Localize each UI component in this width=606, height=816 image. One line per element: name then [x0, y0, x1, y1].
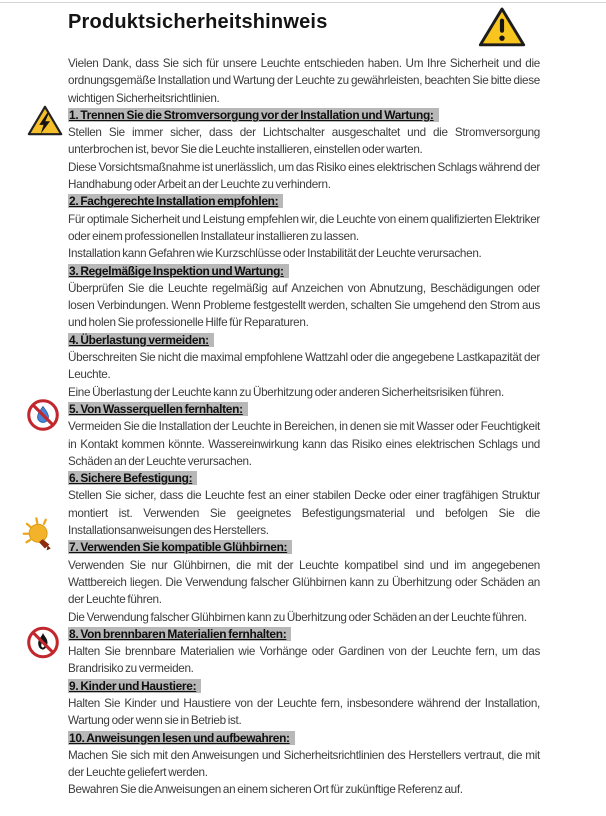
document-content [68, 10, 540, 799]
section-9-paragraph-1: Halten Sie Kinder und Haustiere von der Leuchte fern, insbesondere während der Installation, Wartung oder wenn sie in Betrieb ist. [68, 696, 540, 728]
section-2-heading-text: 2. Fachgerechte Installation empfohlen: [68, 194, 283, 208]
top-divider [0, 2, 606, 3]
section-3-heading [68, 263, 540, 280]
section-4-paragraph-1: Überschreiten Sie nicht die maximal empfohlene Wattzahl oder die angegebene Lastkapazität der Leuchte. [68, 351, 540, 382]
section-1-paragraph-1: Stellen Sie immer sicher, dass der Lichtschalter ausgeschaltet und die Stromversorgung unterbrochen ist, bevor Sie die Leuchte installieren, einstellen oder warten. [68, 126, 540, 157]
section-10-paragraph-1: Machen Sie sich mit den Anweisungen und Sicherheitsrichtlinien des Herstellers vertraut, die mit der Leuchte geliefert werden. [68, 748, 540, 780]
section-7-paragraph-1: Verwenden Sie nur Glühbirnen, die mit der Leuchte kompatibel sind und im angegebenen Wattbereich liegen. Die Verwendung falscher Glühbirnen kann zu Überhitzung oder Schäden an der Leuchte führen. [68, 558, 540, 607]
section-3-paragraph-1: Überprüfen Sie die Leuchte regelmäßig auf Anzeichen von Abnutzung, Beschädigungen oder losen Verbindungen. Wenn Probleme festgestellt werden, schalten Sie umgehend den Strom aus und holen Sie professionelle Hilfe für Reparaturen. [68, 281, 540, 330]
no-open-flame-icon [26, 624, 60, 661]
section-1-heading-text: 1. Trennen Sie die Stromversorgung vor der Installation und Wartung: [68, 108, 439, 122]
section-10-heading [68, 730, 540, 747]
section-7-heading [68, 539, 540, 556]
section-5-paragraph-1: Vermeiden Sie die Installation der Leuchte in Bereichen, in denen sie mit Wasser oder Feuchtigkeit in Kontakt kommen könnte. Wassereinwirkung kann das Risiko eines elektrischen Schlags und Schäden an der Leuchte verursachen. [68, 420, 540, 468]
light-bulb-icon [17, 511, 62, 560]
section-8-heading-text: 8. Von brennbaren Materialien fernhalten: [68, 627, 291, 641]
section-5-heading-text: 5. Von Wasserquellen fernhalten: [68, 402, 248, 416]
intro-paragraph: Vielen Dank, dass Sie sich für unsere Leuchte entschieden haben. Um Ihre Sicherheit und die ordnungsgemäße Installation und Wartung der Leuchte zu gewährleisten, beachten Sie bitte diese wichtigen Sicherheitsrichtlinien. [68, 57, 540, 105]
high-voltage-warning-icon [27, 102, 63, 139]
section-6-heading-text: 6. Sichere Befestigung: [68, 471, 197, 485]
section-3-heading-text: 3. Regelmäßige Inspektion und Wartung: [68, 264, 289, 278]
section-7-heading-text: 7. Verwenden Sie kompatible Glühbirnen: [68, 540, 292, 554]
page-title: Produktsicherheitshinweis [68, 11, 328, 33]
section-5-heading [68, 401, 540, 418]
sections-container [68, 107, 540, 799]
section-2-paragraph-2: Installation kann Gefahren wie Kurzschlüsse oder Instabilität der Leuchte verursachen. [68, 247, 482, 261]
section-1-paragraph-2: Diese Vorsichtsmaßnahme ist unerlässlich, um das Risiko eines elektrischen Schlags während der Handhabung oder Arbeit an der Leuchte zu verhindern. [68, 160, 540, 192]
section-10-paragraph-2: Bewahren Sie die Anweisungen an einem sicheren Ort für zukünftige Referenz auf. [68, 783, 463, 797]
section-6-heading [68, 470, 540, 487]
section-9-heading-text: 9. Kinder und Haustiere: [68, 679, 201, 693]
no-water-icon [26, 397, 60, 433]
section-7-paragraph-2: Die Verwendung falscher Glühbirnen kann zu Überhitzung oder Schäden an der Leuchte führen. [68, 610, 527, 624]
section-4-paragraph-2: Eine Überlastung der Leuchte kann zu Überhitzung oder anderen Sicherheitsrisiken führen. [68, 385, 504, 399]
section-2-heading [68, 193, 540, 210]
section-6-paragraph-1: Stellen Sie sicher, dass die Leuchte fest an einer stabilen Decke oder einer tragfähigen Struktur montiert ist. Verwenden Sie geeignetes Befestigungsmaterial und befolgen Sie die Installationsanweisungen des Herstellers. [68, 489, 540, 538]
section-10-heading-text: 10. Anweisungen lesen und aufbewahren: [68, 731, 295, 745]
section-1-heading [68, 107, 540, 124]
section-9-heading [68, 678, 540, 695]
section-8-heading [68, 626, 540, 643]
section-4-heading-text: 4. Überlastung vermeiden: [68, 333, 214, 347]
section-2-paragraph-1: Für optimale Sicherheit und Leistung empfehlen wir, die Leuchte von einem qualifizierten Elektriker oder einem professionellen Installateur installieren zu lassen. [68, 212, 540, 243]
section-4-heading [68, 332, 540, 349]
section-8-paragraph-1: Halten Sie brennbare Materialien wie Vorhänge oder Gardinen von der Leuchte fern, um das Brandrisiko zu vermeiden. [68, 645, 540, 676]
